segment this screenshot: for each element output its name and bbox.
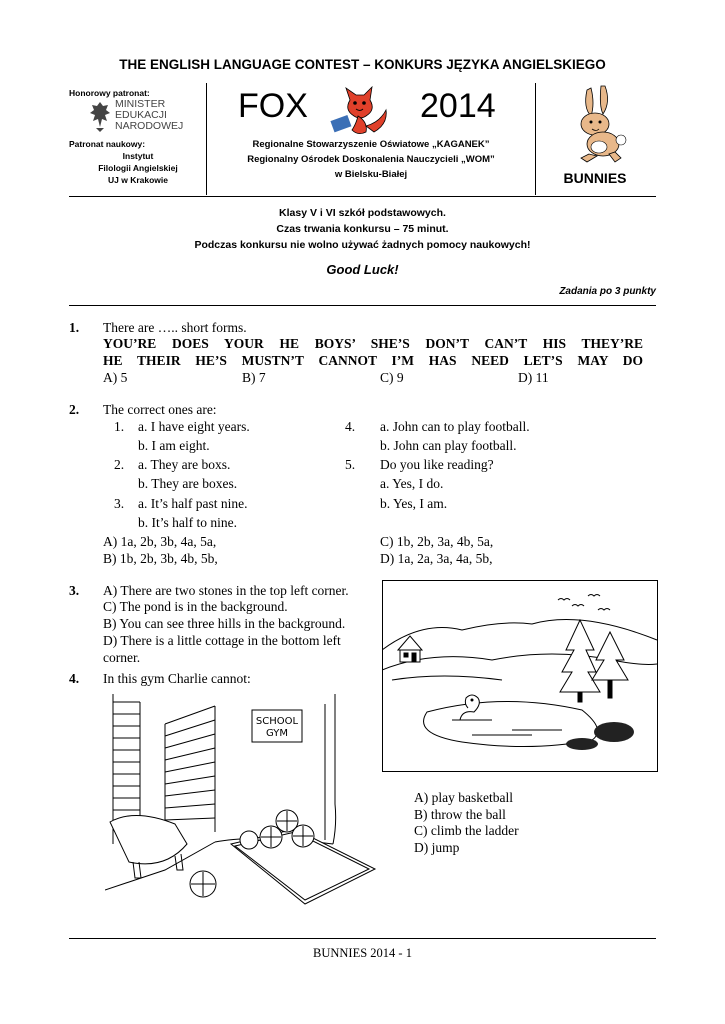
- q1-option-d[interactable]: D) 11: [518, 370, 549, 385]
- q2-item-2b: b. They are boxes.: [138, 476, 238, 491]
- contest-title: THE ENGLISH LANGUAGE CONTEST – KONKURS JĘZYKA ANGIELSKIEGO: [119, 57, 606, 72]
- q2-item-4a: a. John can to play football.: [380, 419, 530, 434]
- q1-words-line-1: YOU’RE DOES YOUR HE BOYS’ SHE’S DON’T CAN’T HIS THEY’RE: [103, 336, 643, 351]
- q2-item-5a: a. Yes, I do.: [380, 476, 444, 491]
- q2-item-5-question: Do you like reading?: [380, 457, 494, 472]
- org-line-3: w Bielsku-Białej: [334, 169, 408, 180]
- bunny-illustration: [563, 84, 633, 166]
- q2-item-3a: a. It’s half past nine.: [138, 496, 248, 511]
- landscape-picture: [382, 580, 658, 772]
- q2-item-3b: b. It’s half to nine.: [138, 515, 237, 530]
- q2-option-d[interactable]: D) 1a, 2a, 3a, 4a, 5b,: [380, 551, 493, 566]
- polish-eagle-emblem: [88, 99, 112, 133]
- gym-sign-line-2: GYM: [266, 728, 288, 739]
- minister-line-2: EDUKACJI: [115, 109, 167, 121]
- school-gym-picture: [105, 694, 405, 912]
- q2-option-c[interactable]: C) 1b, 2b, 3a, 4b, 5a,: [380, 534, 494, 549]
- q1-option-b[interactable]: B) 7: [242, 370, 266, 385]
- header-bottom-rule: [69, 196, 656, 197]
- honorary-patronage-label: Honorowy patronat:: [69, 88, 150, 98]
- q2-item-4-number: 4.: [345, 419, 356, 434]
- q3-option-d[interactable]: D) There is a little cottage in the bottom left: [103, 633, 341, 648]
- q1-words-line-2: HE THEIR HE’S MUSTN’T CANNOT I’M HAS NEED LET’S MAY DO: [103, 353, 643, 368]
- gym-sign-line-1: SCHOOL: [255, 716, 299, 727]
- q3-option-d-continued: corner.: [103, 650, 141, 665]
- q2-item-1-number: 1.: [114, 419, 125, 434]
- q2-item-4b: b. John can play football.: [380, 438, 517, 453]
- q2-item-2-number: 2.: [114, 457, 125, 472]
- q2-option-a[interactable]: A) 1a, 2b, 3b, 4a, 5a,: [103, 534, 217, 549]
- q2-item-1b: b. I am eight.: [138, 438, 210, 453]
- q2-item-2a: a. They are boxs.: [138, 457, 231, 472]
- q1-number: 1.: [69, 320, 80, 335]
- q3-number: 3.: [69, 583, 80, 598]
- org-line-1: Regionalne Stowarzyszenie Oświatowe „KAGANEK”: [252, 139, 490, 150]
- q4-stem: In this gym Charlie cannot:: [103, 671, 251, 686]
- q2-item-5-number: 5.: [345, 457, 356, 472]
- q2-number: 2.: [69, 402, 80, 417]
- q4-option-a[interactable]: A) play basketball: [414, 790, 513, 805]
- q1-option-a[interactable]: A) 5: [103, 370, 128, 385]
- q4-number: 4.: [69, 671, 80, 686]
- science-line-3: UJ w Krakowie: [108, 175, 168, 185]
- minister-line-1: MINISTER: [115, 98, 166, 110]
- good-luck: Good Luck!: [326, 262, 399, 277]
- footer-rule: [69, 938, 656, 939]
- q4-option-c[interactable]: C) climb the ladder: [414, 823, 519, 838]
- q3-option-b[interactable]: B) You can see three hills in the background.: [103, 616, 346, 631]
- level-name: BUNNIES: [563, 170, 627, 186]
- q3-option-a[interactable]: A) There are two stones in the top left corner.: [103, 583, 349, 598]
- q1-option-c[interactable]: C) 9: [380, 370, 404, 385]
- q2-stem: The correct ones are:: [103, 402, 217, 417]
- org-line-2: Regionalny Ośrodek Doskonalenia Nauczycieli „WOM”: [247, 154, 495, 165]
- info-grades: Klasy V i VI szkół podstawowych.: [279, 207, 446, 219]
- header-divider-right: [535, 83, 536, 195]
- science-line-2: Filologii Angielskiej: [98, 163, 178, 173]
- info-rules: Podczas konkursu nie wolno używać żadnych pomocy naukowych!: [194, 239, 531, 251]
- science-patronage-label: Patronat naukowy:: [69, 139, 146, 149]
- info-bottom-rule: [69, 305, 656, 306]
- page-footer: BUNNIES 2014 - 1: [313, 946, 412, 960]
- header-divider-left: [206, 83, 207, 195]
- year-title: 2014: [420, 87, 496, 125]
- q4-option-d[interactable]: D) jump: [414, 840, 460, 855]
- fox-mascot-logo: [330, 82, 390, 138]
- q2-item-3-number: 3.: [114, 496, 125, 511]
- q2-item-5b: b. Yes, I am.: [380, 496, 448, 511]
- fox-title: FOX: [238, 87, 308, 125]
- info-duration: Czas trwania konkursu – 75 minut.: [276, 223, 449, 235]
- q4-option-b[interactable]: B) throw the ball: [414, 807, 506, 822]
- q1-stem: There are ….. short forms.: [103, 320, 247, 335]
- q2-item-1a: a. I have eight years.: [138, 419, 250, 434]
- points-note: Zadania po 3 punkty: [559, 286, 656, 297]
- minister-line-3: NARODOWEJ: [115, 120, 184, 132]
- science-line-1: Instytut: [122, 151, 154, 161]
- q2-option-b[interactable]: B) 1b, 2b, 3b, 4b, 5b,: [103, 551, 218, 566]
- q3-option-c[interactable]: C) The pond is in the background.: [103, 599, 288, 614]
